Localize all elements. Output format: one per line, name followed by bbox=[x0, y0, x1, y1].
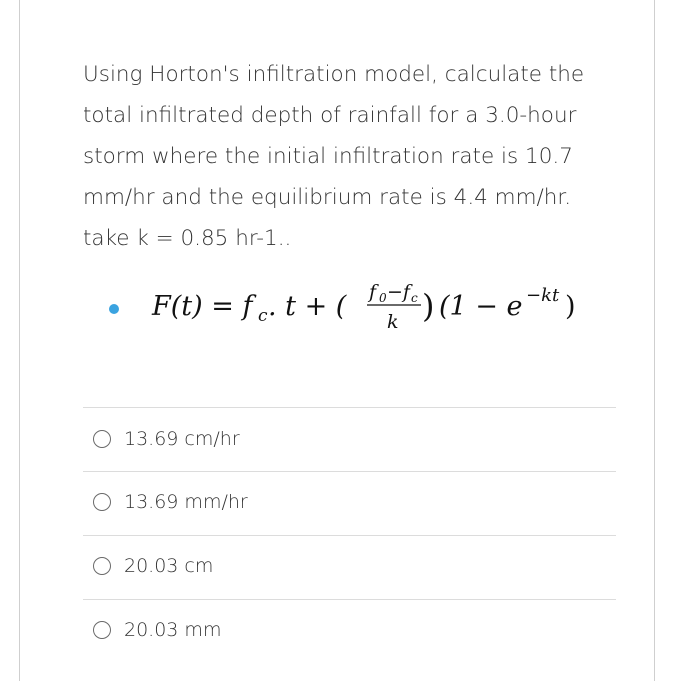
option-2-label: 13.69 mm/hr bbox=[124, 491, 248, 513]
option-4[interactable] bbox=[93, 615, 221, 645]
option-2[interactable] bbox=[93, 487, 248, 517]
radio-circle-icon[interactable] bbox=[93, 557, 111, 575]
formula-exponent: −kt bbox=[526, 285, 560, 306]
formula-sub-0: 0 bbox=[379, 291, 387, 305]
card-border-left bbox=[19, 0, 20, 681]
divider-1 bbox=[83, 407, 616, 408]
bullet-icon bbox=[109, 304, 119, 314]
formula-close-paren: ) bbox=[422, 287, 435, 325]
radio-circle-icon[interactable] bbox=[93, 621, 111, 639]
divider-2 bbox=[83, 471, 616, 472]
option-3-label: 20.03 cm bbox=[124, 555, 214, 577]
formula-frac-den: k bbox=[387, 311, 399, 333]
formula-sub-c: c bbox=[258, 306, 268, 326]
option-1-label: 13.69 cm/hr bbox=[124, 428, 240, 450]
option-1[interactable] bbox=[93, 424, 240, 454]
card-border-right bbox=[654, 0, 655, 681]
option-4-label: 20.03 mm bbox=[124, 619, 222, 641]
radio-circle-icon[interactable] bbox=[93, 430, 111, 448]
option-3[interactable] bbox=[93, 551, 213, 581]
formula-mid: . t + ( bbox=[268, 291, 347, 322]
horton-formula bbox=[148, 268, 628, 348]
formula-lhs: F(t) = f bbox=[152, 291, 253, 322]
formula-sub-c2: c bbox=[411, 291, 418, 305]
question-text: Using Horton's infiltration model, calculate the total infiltrated depth of rainfall for a 3.0-hour storm where the initial infiltration rate is 10.7 mm/hr and the equilibrium rate is 4.4 mm/hr. take k = 0.85 hr-1.. bbox=[83, 62, 585, 251]
divider-4 bbox=[83, 599, 616, 600]
formula-rhs-close: ) bbox=[565, 291, 576, 322]
formula-rhs: (1 − e bbox=[439, 291, 523, 322]
divider-3 bbox=[83, 535, 616, 536]
radio-circle-icon[interactable] bbox=[93, 493, 111, 511]
formula-frac-minus: −f bbox=[387, 281, 410, 303]
formula-frac-num: f bbox=[369, 281, 377, 303]
